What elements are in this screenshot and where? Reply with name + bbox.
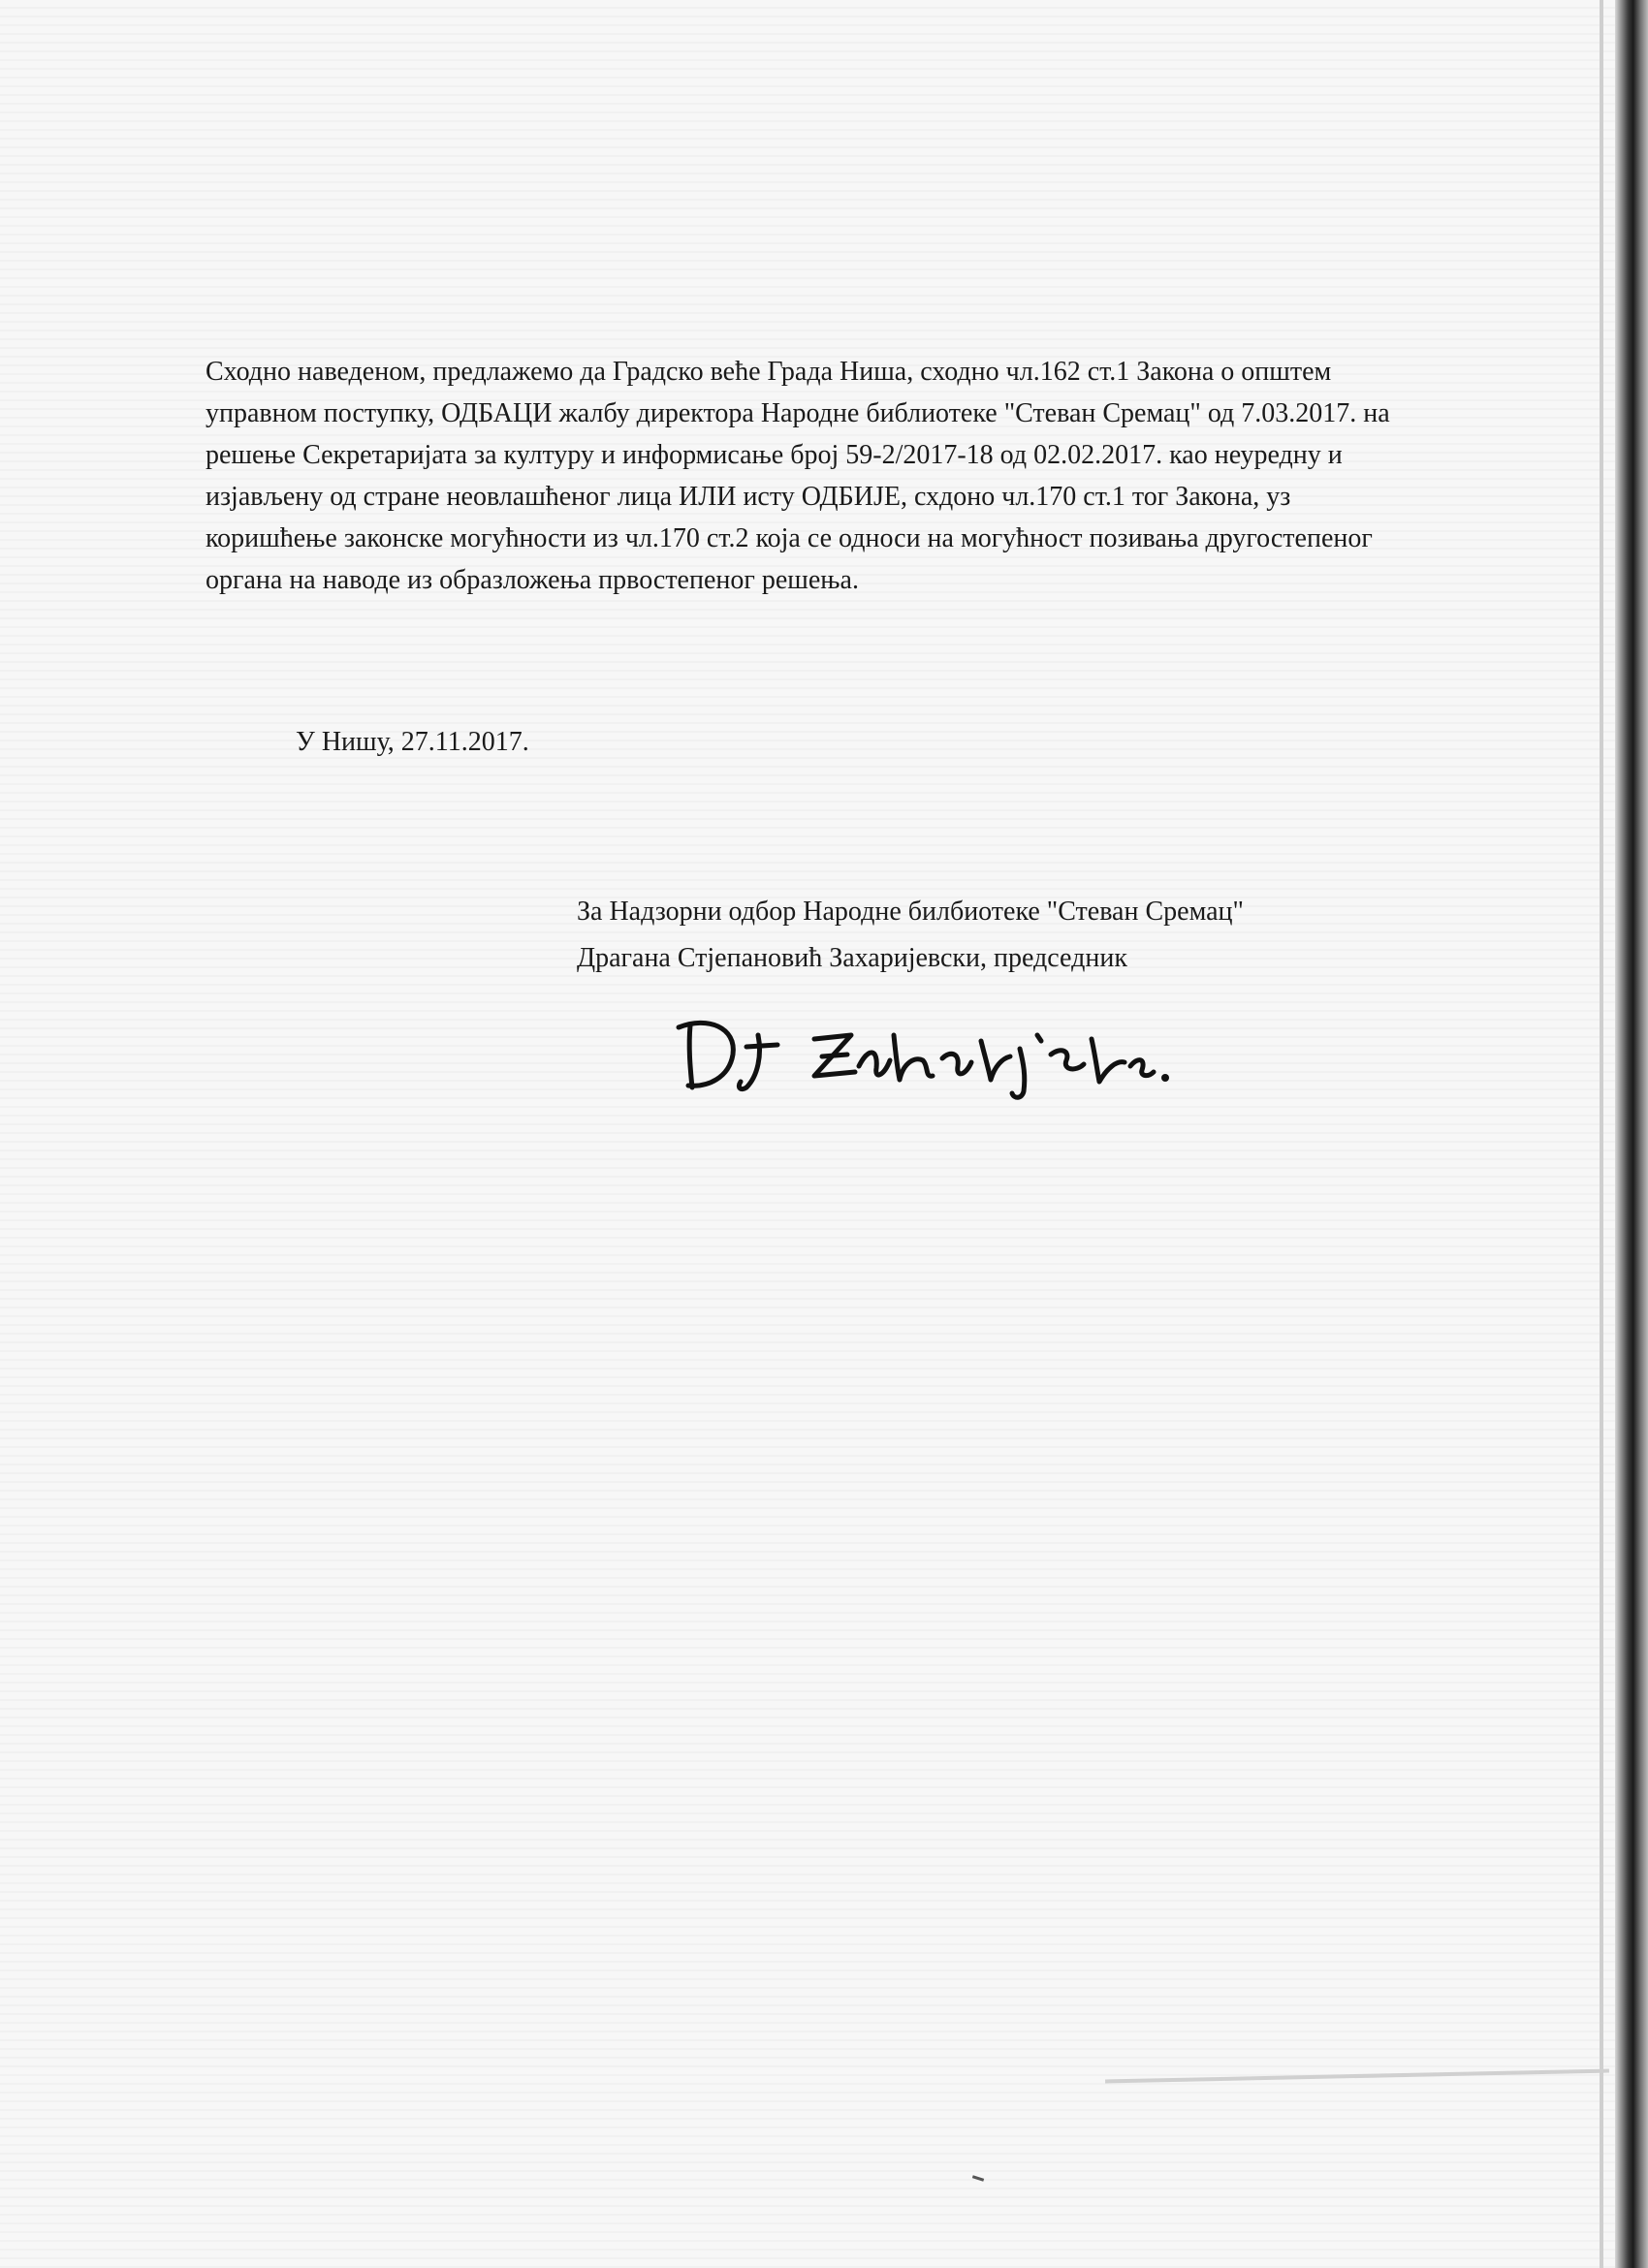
scan-speck — [972, 2175, 984, 2182]
signature-block — [577, 889, 1244, 982]
handwritten-signature-icon — [669, 998, 1183, 1105]
scan-edge-right — [1615, 0, 1648, 2268]
signatory-name: Драгана Стјепановић Захаријевски, председник — [577, 943, 1127, 973]
scan-edge-line — [1600, 0, 1603, 2268]
scan-edge-bottom — [1105, 2069, 1609, 2084]
place-and-date: У Нишу, 27.11.2017. — [296, 727, 529, 757]
signatory-organization: За Надзорни одбор Народне билбиотеке "Стеван Сремац" — [577, 897, 1244, 927]
body-paragraph: Сходно наведеном, предлажемо да Градско веће Града Ниша, сходно чл.162 ст.1 Закона о општем управном поступку, ОДБАЦИ жалбу директора Народне библиотеке "Стеван Сремац" од 7.03.2017. на решење Секретаријата за културу и информисање број 59-2/2017-18 од 02.02.2017. као неуредну и изјављену од стране неовлашћеног лица ИЛИ исту ОДБИЈЕ, схдоно чл.170 ст.1 тог Закона, уз коришћење законске могућности из чл.170 ст.2 која се односи на могућност позивања другостепеног органа на наводе из образложења првостепеног решења. — [206, 357, 1390, 595]
